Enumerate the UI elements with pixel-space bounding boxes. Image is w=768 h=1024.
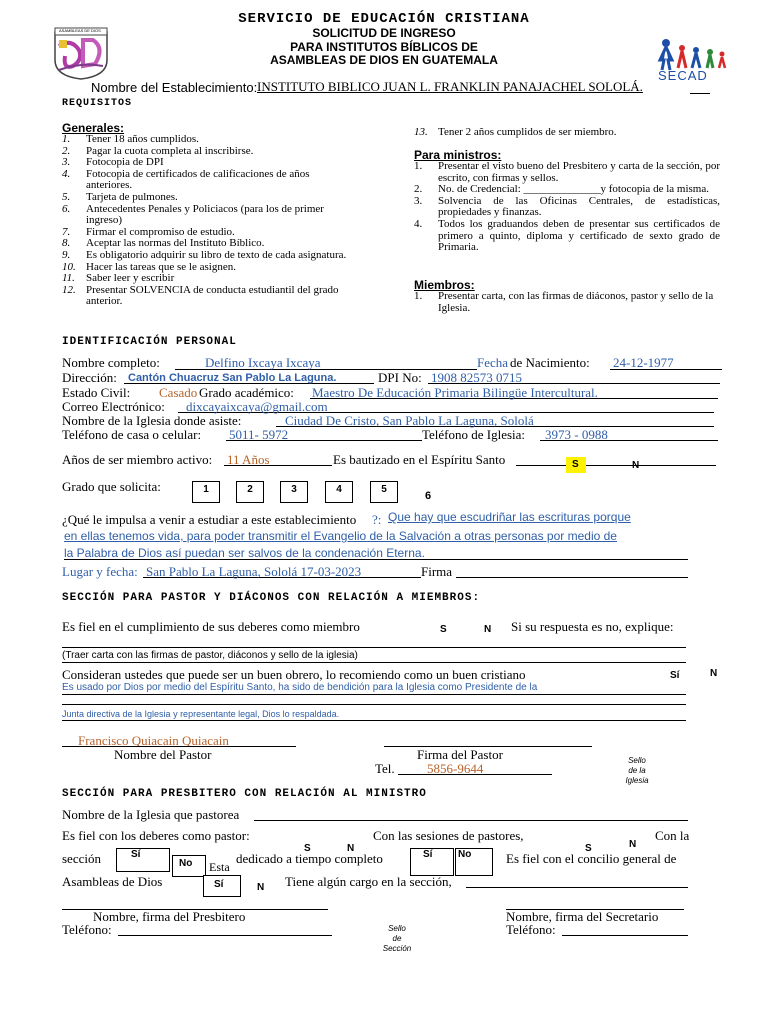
sello-seccion	[370, 924, 424, 954]
sesiones-s[interactable]: S	[585, 843, 592, 854]
item-text: Hacer las tareas que se le asignen.	[86, 260, 236, 273]
consideran-no[interactable]: N	[710, 668, 718, 679]
secretario-telefono-underline[interactable]	[562, 935, 688, 936]
miembros-heading: Miembros:	[414, 278, 475, 292]
item-number: 2.	[414, 183, 423, 196]
fecha-nac-value[interactable]: 24-12-1977	[613, 355, 674, 370]
fiel-pastor-n[interactable]: N	[347, 843, 355, 854]
grado-6[interactable]: 6	[425, 490, 432, 502]
iglesia-pastorea-underline[interactable]	[254, 820, 688, 821]
item-number: 3.	[62, 156, 71, 169]
requisitos-heading: REQUISITOS	[62, 98, 133, 109]
item-text: Tener 18 años cumplidos.	[86, 133, 199, 145]
grado-academico-value[interactable]: Maestro De Educación Primaria Bilingüe Intercultural.	[312, 385, 598, 400]
item-13	[414, 127, 724, 139]
item-text: Presentar SOLVENCIA de conducta estudiantil del grado anterior.	[86, 283, 339, 308]
impulsa-q: ?:	[372, 512, 382, 527]
sello-line: Sello	[388, 924, 406, 933]
grado-solicita-label: Grado que solicita:	[62, 479, 161, 494]
fiel-miembro-n[interactable]: N	[484, 624, 492, 635]
asambleas-n[interactable]: N	[257, 882, 265, 893]
bautizado-n[interactable]: N	[632, 460, 640, 471]
item-number: 9.	[62, 248, 71, 261]
lugar-label: Lugar y fecha:	[62, 564, 138, 579]
dpi-value[interactable]: 1908 82573 0715	[431, 370, 522, 385]
item-number: 12.	[62, 283, 76, 296]
sello-line: de	[392, 934, 402, 943]
asambleas-si-box[interactable]	[203, 875, 241, 897]
presbitero-telefono-underline[interactable]	[118, 935, 332, 936]
item-number: 3.	[414, 194, 423, 207]
list-item	[414, 219, 720, 254]
grado-box-1[interactable]	[192, 481, 220, 503]
direccion-label: Dirección:	[62, 370, 117, 385]
direccion-value[interactable]: Cantón Chuacruz San Pablo La Laguna.	[128, 372, 337, 384]
fiel-pastor-s[interactable]: S	[304, 843, 311, 854]
traer-note: (Traer carta con las firmas de pastor, diáconos y sello de la iglesia)	[62, 650, 358, 661]
item-number: 1.	[414, 290, 423, 302]
establecimiento-label: Nombre del Establecimiento:	[91, 80, 258, 95]
item-text: Fotocopia de certificados de calificaciones de años anteriores.	[86, 167, 310, 192]
firma-underline[interactable]	[456, 577, 688, 578]
asambleas-logo	[53, 26, 109, 80]
recomendacion-text-1[interactable]: Es usado por Dios por medio del Espíritu Santo, ha sido de bendición para la Iglesia como Presidente de la	[62, 682, 538, 693]
seccion-no-box[interactable]	[172, 855, 206, 877]
sello-line: Iglesia	[625, 776, 649, 785]
consideran-si[interactable]: Sí	[670, 670, 680, 681]
list-item	[62, 169, 354, 192]
correo-label: Correo Electrónico:	[62, 399, 165, 414]
seccion-si: Sí	[131, 849, 141, 860]
secad-logo	[656, 38, 732, 84]
item-number: 1.	[62, 133, 71, 145]
telefono-value[interactable]: 5011- 5972	[229, 427, 289, 442]
identificacion-heading: IDENTIFICACIÓN PERSONAL	[62, 336, 237, 348]
form-subtitle: SOLICITUD DE INGRESO	[312, 26, 456, 40]
list-item	[414, 196, 720, 219]
list-item	[62, 204, 354, 227]
secretario-firma-label: Nombre, firma del Secretario	[506, 909, 659, 924]
item-text: Pagar la cuota completa al inscribirse.	[86, 144, 254, 157]
sesiones-n[interactable]: N	[629, 839, 637, 850]
form-subtitle-3: ASAMBLEAS DE DIOS EN GUATEMALA	[270, 53, 498, 67]
presbitero-telefono-label: Teléfono:	[62, 922, 112, 937]
fiel-pastor-label: Es fiel con los deberes como pastor:	[62, 828, 250, 843]
recomendacion-underline-1	[62, 694, 686, 695]
generales-heading: Generales:	[62, 121, 125, 135]
form-subtitle-2: PARA INSTITUTOS BÍBLICOS DE	[290, 40, 478, 54]
nombre-pastor-label: Nombre del Pastor	[114, 747, 212, 762]
cargo-underline[interactable]	[466, 887, 688, 888]
asambleas-si: Sí	[214, 879, 224, 890]
presbitero-firma-label: Nombre, firma del Presbitero	[93, 909, 246, 924]
grado-box-5[interactable]	[370, 481, 398, 503]
item-number: 4.	[414, 217, 423, 230]
item-text: Tarjeta de pulmones.	[86, 190, 178, 203]
item-text: Presentar carta, con las firmas de diáconos, pastor y sello de la Iglesia.	[438, 290, 714, 314]
item-number: 7.	[62, 225, 71, 238]
establecimiento-value[interactable]: INSTITUTO BIBLICO JUAN L. FRANKLIN PANAJACHEL SOLOLÁ.	[257, 79, 643, 94]
dpi-label: DPI No:	[378, 370, 422, 385]
presbitero-heading: SECCIÓN PARA PRESBITERO CON RELACIÓN AL MINISTRO	[62, 788, 427, 800]
bautizado-label: Es bautizado en el Espíritu Santo	[333, 452, 506, 467]
telefono-label: Teléfono de casa o celular:	[62, 427, 202, 442]
item-text: Es obligatorio adquirir su libro de texto de cada asignatura.	[86, 248, 347, 261]
explique-label: Si su respuesta es no, explique:	[511, 619, 674, 634]
item-text: Tener 2 años cumplidos de ser miembro.	[438, 126, 617, 138]
pastor-heading: SECCIÓN PARA PASTOR Y DIÁCONOS CON RELACIÓN A MIEMBROS:	[62, 592, 481, 604]
cargo-label: Tiene algún cargo en la sección,	[285, 874, 452, 889]
impulsa-value-3[interactable]: la Palabra de Dios así puedan ser salvos de la condenación Eterna.	[64, 546, 425, 560]
miembros-list	[414, 291, 724, 314]
item-number: 11.	[62, 272, 75, 285]
nombre-label: Nombre completo:	[62, 355, 160, 370]
form-title: SERVICIO DE EDUCACIÓN CRISTIANA	[238, 11, 530, 27]
firma-pastor-label: Firma del Pastor	[417, 747, 503, 762]
lugar-value[interactable]: San Pablo La Laguna, Sololá 17-03-2023	[146, 564, 362, 579]
item-number: 8.	[62, 237, 71, 250]
consideran-label: Consideran ustedes que puede ser un buen obrero, lo recomiendo como un buen cristiano	[62, 667, 526, 682]
concilio-label: Es fiel con el concilio general de	[506, 851, 677, 866]
item-number: 4.	[62, 167, 71, 180]
item-number: 2.	[62, 144, 71, 157]
tel-pastor-label: Tel.	[375, 761, 395, 776]
item-number: 10.	[62, 260, 76, 273]
logo-text: ASAMBLEAS DE DIOS	[59, 28, 101, 33]
item-text: Todos los graduandos deben de presentar sus certificados de primero a quinto, diploma y certificado de sexto grado de Primaria.	[438, 217, 720, 254]
telefono-iglesia-value[interactable]: 3973 - 0988	[545, 427, 608, 442]
item-text: Firmar el compromiso de estudio.	[86, 225, 235, 238]
item-text: No. de Credencial: ______________y fotocopia de la misma.	[438, 183, 709, 196]
anios-label: Años de ser miembro activo:	[62, 452, 213, 467]
fiel-miembro-s[interactable]: S	[440, 624, 447, 635]
list-item	[62, 134, 354, 146]
item-number: 5.	[62, 190, 71, 203]
bautizado-underline	[516, 465, 716, 466]
impulsa-value-1[interactable]: Que hay que escudriñar las escrituras porque	[388, 510, 631, 524]
traer-underline	[62, 662, 686, 663]
grado-box-2[interactable]	[236, 481, 264, 503]
grado-box-label: 1	[203, 484, 209, 495]
sello-line: de la	[628, 766, 646, 775]
list-item	[62, 250, 354, 262]
recomendacion-underline-3	[62, 720, 686, 721]
list-item	[414, 291, 724, 314]
item-text: Aceptar las normas del Instituto Bíblico.	[86, 237, 265, 250]
fecha-nac-label: de Nacimiento:	[510, 355, 590, 370]
grado-box-label: 3	[291, 484, 297, 495]
seccion-si-box[interactable]	[116, 848, 170, 872]
sello-line: Sello	[628, 756, 646, 765]
grado-box-label: 4	[336, 484, 342, 495]
dedicado-label: dedicado a tiempo completo	[236, 851, 383, 866]
list-item	[62, 192, 354, 204]
list-item	[414, 161, 720, 184]
grado-box-label: 2	[247, 484, 253, 495]
anios-value[interactable]: 11 Años	[227, 452, 270, 467]
dedicado-no-box[interactable]	[455, 848, 493, 876]
estado-civil-label: Estado Civil:	[62, 385, 131, 400]
recomendacion-underline-2	[62, 704, 686, 705]
asambleas-label: Asambleas de Dios	[62, 874, 163, 889]
impulsa-label: ¿Qué le impulsa a venir a estudiar a este establecimiento	[62, 512, 357, 527]
secad-text: SECAD	[658, 68, 708, 83]
sesiones-label: Con las sesiones de pastores,	[373, 828, 524, 843]
item-text: Antecedentes Penales y Policiacos (para los de primer ingreso)	[86, 202, 324, 227]
iglesia-value[interactable]: Ciudad De Cristo, San Pablo La Laguna, Sololá	[285, 413, 534, 428]
item-number: 13.	[414, 126, 428, 138]
grado-box-3[interactable]	[280, 481, 308, 503]
item-text: Saber leer y escribir	[86, 272, 175, 285]
telefono-iglesia-label: Teléfono de Iglesia:	[422, 427, 526, 442]
secretario-telefono-label: Teléfono:	[506, 922, 556, 937]
firma-label: Firma	[421, 564, 453, 579]
sello-iglesia	[610, 756, 664, 786]
item-text: Presentar el visto bueno del Presbitero y carta de la sección, por escrito, con firmas y sellos.	[438, 160, 720, 184]
item-text: Solvencia de las Oficinas Centrales, de estadísticas, propiedades y finanzas.	[438, 194, 720, 219]
dedicado-no: No	[458, 849, 472, 860]
item-number: 6.	[62, 202, 71, 215]
iglesia-pastorea-label: Nombre de la Iglesia que pastorea	[62, 807, 240, 822]
item-text: Fotocopia de DPI	[86, 156, 164, 169]
tel-pastor-value[interactable]: 5856-9644	[427, 761, 484, 776]
establecimiento-underline	[690, 93, 710, 94]
grado-box-4[interactable]	[325, 481, 353, 503]
seccion-label: sección	[62, 851, 101, 866]
grado-box-label: 5	[381, 484, 387, 495]
dedicado-si: Sí	[423, 849, 433, 860]
impulsa-value-2[interactable]: en ellas tenemos vida, para poder transmitir el Evangelio de la Salvación a otras personas por medio de	[64, 529, 617, 543]
dedicado-si-box[interactable]	[410, 848, 454, 876]
explique-underline[interactable]	[62, 647, 686, 648]
list-item	[62, 285, 354, 308]
correo-value[interactable]: dixcayaixcaya@gmail.com	[186, 399, 328, 414]
item-number: 1.	[414, 160, 423, 172]
estado-civil-value[interactable]: Casado	[159, 385, 198, 400]
sello-line: Sección	[382, 944, 412, 953]
nombre-pastor-value[interactable]: Francisco Quiacain Quiacain	[78, 733, 229, 748]
recomendacion-text-2[interactable]: Junta directiva de la Iglesia y representante legal, Dios lo respaldada.	[62, 709, 340, 719]
fiel-miembro-label: Es fiel en el cumplimiento de sus deberes como miembro	[62, 619, 360, 634]
iglesia-label: Nombre de la Iglesia donde asiste:	[62, 413, 242, 428]
ministros-heading: Para ministros:	[414, 148, 502, 162]
grado-academico-label: Grado académico:	[199, 385, 294, 400]
seccion-no: No	[179, 858, 193, 869]
list-item	[62, 273, 354, 285]
ministros-list	[414, 161, 720, 254]
fecha-label: Fecha	[477, 355, 509, 370]
bautizado-s[interactable]: S	[572, 459, 579, 470]
con-la-label: Con la	[655, 828, 690, 843]
nombre-value[interactable]: Delfino Ixcaya Ixcaya	[205, 355, 321, 370]
generales-list	[62, 134, 354, 308]
esta-label: Esta	[209, 860, 230, 874]
